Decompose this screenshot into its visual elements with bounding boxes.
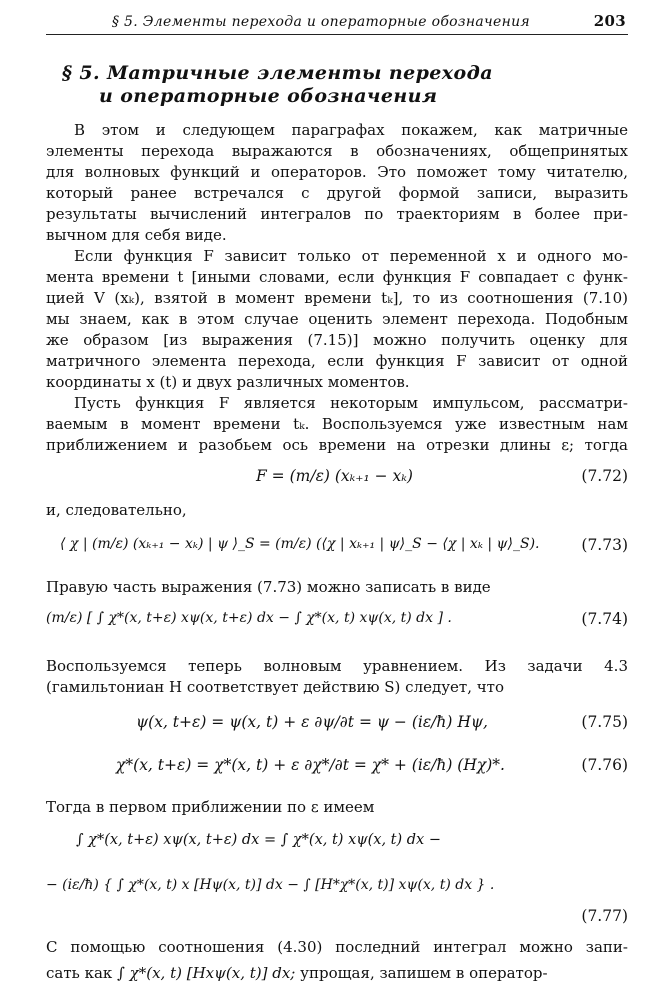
equation-number-7-74: (7.74) [581, 610, 628, 628]
final-line-2 [46, 963, 628, 983]
final-line-2-post: упрощая, запишем в оператор- [300, 964, 548, 982]
p3-line: приближением и разобьем ось времени на отрезки длины ε; тогда [46, 436, 628, 454]
p1-line: вычном для себя виде. [46, 226, 227, 244]
equation-7-77-line2: − (iε/ħ) { ∫ χ*(x, t) x [Hψ(x, t)] dx − ∫ [H*χ*(x, t)] xψ(x, t) dx } . [46, 877, 495, 893]
equation-7-77-line1: ∫ χ*(x, t+ε) xψ(x, t+ε) dx = ∫ χ*(x, t) xψ(x, t) dx − [76, 832, 441, 848]
p1-line: элементы перехода выражаются в обозначениях, общепринятых [46, 142, 628, 160]
equation-7-73: ⟨ χ | (m/ε) (xₖ₊₁ − xₖ) | ψ ⟩_S = (m/ε) (⟨χ | xₖ₊₁ | ψ⟩_S − ⟨χ | xₖ | ψ⟩_S). [60, 536, 540, 552]
text-before-7-77: Тогда в первом приближении по ε имеем [46, 798, 375, 816]
equation-number-7-77: (7.77) [581, 907, 628, 925]
p1-line: результаты вычислений интегралов по траекториям в более при- [46, 205, 628, 223]
equation-number-7-73: (7.73) [581, 536, 628, 554]
text-before-7-74: Правую часть выражения (7.73) можно записать в виде [46, 578, 491, 596]
p2-line: Если функция F зависит только от переменной x и одного мо- [74, 247, 628, 265]
text-after-7-72: и, следовательно, [46, 501, 187, 519]
section-title-line2: и операторные обозначения [99, 85, 438, 107]
p1-line: который ранее встречался с другой формой записи, выразить [46, 184, 628, 202]
final-line-1: С помощью соотношения (4.30) последний интеграл можно запи- [46, 938, 628, 956]
equation-number-7-75: (7.75) [581, 713, 628, 731]
final-line-2-pre: сать как [46, 964, 113, 982]
p3-line: ваемым в момент времени tₖ. Воспользуемся уже известным нам [46, 415, 628, 433]
running-head-title: § 5. Элементы перехода и операторные обозначения [112, 14, 530, 30]
final-line-2-integral: ∫ χ*(x, t) [Hxψ(x, t)] dx; [117, 964, 296, 982]
p3-line: Пусть функция F является некоторым импульсом, рассматри- [74, 394, 628, 412]
p-wave-line: (гамильтониан H соответствует действию S) следует, что [46, 678, 504, 696]
p2-line: мента времени t [иными словами, если функция F совпадает с функ- [46, 268, 628, 286]
equation-number-7-72: (7.72) [581, 467, 628, 485]
equation-7-75: ψ(x, t+ε) = ψ(x, t) + ε ∂ψ/∂t = ψ − (iε/ħ) Hψ, [136, 713, 488, 731]
p1-line: В этом и следующем параграфах покажем, как матричные [74, 121, 628, 139]
equation-7-76: χ*(x, t+ε) = χ*(x, t) + ε ∂χ*/∂t = χ* + (iε/ħ) (Hχ)*. [116, 756, 505, 774]
running-head [46, 12, 628, 35]
p2-line: мы знаем, как в этом случае оценить элемент перехода. Подобным [46, 310, 628, 328]
p2-line: координаты x (t) и двух различных моментов. [46, 373, 410, 391]
p2-line: же образом [из выражения (7.15)] можно получить оценку для [46, 331, 628, 349]
equation-7-72: F = (m/ε) (xₖ₊₁ − xₖ) [256, 467, 413, 485]
equation-number-7-76: (7.76) [581, 756, 628, 774]
section-title-line1: § 5. Матричные элементы перехода [62, 62, 493, 84]
equation-7-74: (m/ε) [ ∫ χ*(x, t+ε) xψ(x, t+ε) dx − ∫ χ*(x, t) xψ(x, t) dx ] . [46, 610, 452, 626]
p1-line: для волновых функций и операторов. Это поможет тому читателю, [46, 163, 628, 181]
page-number: 203 [593, 12, 626, 30]
p2-line: цией V (xₖ), взятой в момент времени tₖ], то из соотношения (7.10) [46, 289, 628, 307]
p-wave-line: Воспользуемся теперь волновым уравнением. Из задачи 4.3 [46, 657, 628, 675]
p2-line: матричного элемента перехода, если функция F зависит от одной [46, 352, 628, 370]
